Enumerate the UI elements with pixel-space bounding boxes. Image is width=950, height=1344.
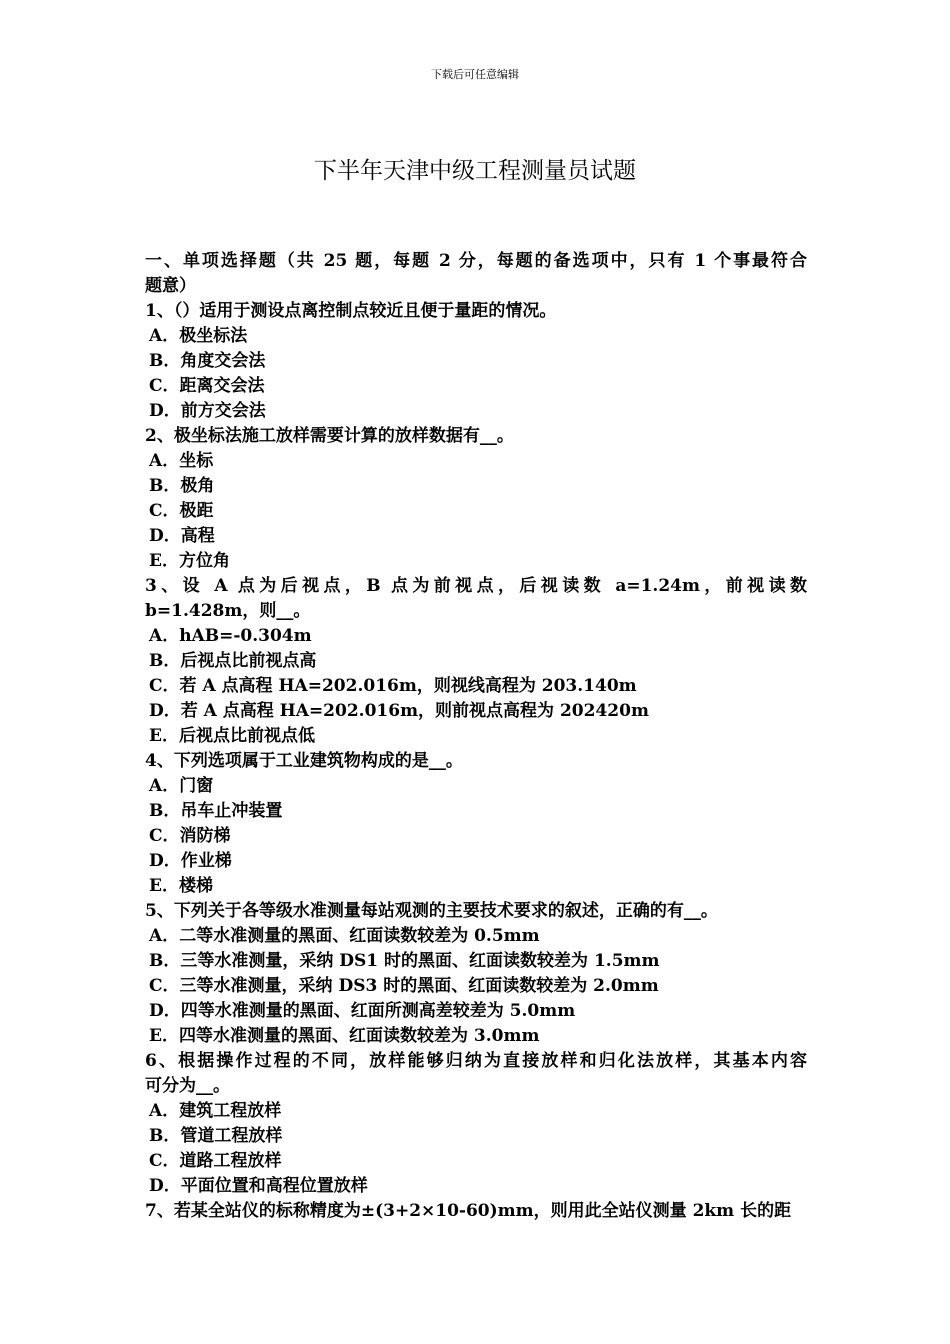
answer-option: B．吊车止冲装置 bbox=[149, 801, 283, 821]
question-stem: 3、设 A 点为后视点，B 点为前视点，后视读数 a=1.24m，前视读数 bbox=[145, 576, 807, 596]
question-stem: 1、（）适用于测设点离控制点较近且便于量距的情况。 bbox=[145, 301, 557, 321]
answer-option: E．楼梯 bbox=[149, 876, 213, 896]
answer-option: D．平面位置和高程位置放样 bbox=[149, 1176, 368, 1196]
question-item bbox=[145, 299, 807, 424]
answer-option: B．后视点比前视点高 bbox=[149, 651, 317, 671]
section-heading: 一、单项选择题（共 25 题，每题 2 分，每题的备选项中，只有 1 个事最符合 bbox=[145, 251, 807, 271]
answer-option: C．极距 bbox=[149, 501, 214, 521]
question-stem: 2、极坐标法施工放样需要计算的放样数据有__。 bbox=[145, 426, 514, 446]
answer-option: C．距离交会法 bbox=[149, 376, 265, 396]
section-heading-continued: 题意） bbox=[145, 276, 196, 296]
answer-option: E．后视点比前视点低 bbox=[149, 726, 315, 746]
answer-option: A．建筑工程放样 bbox=[149, 1101, 282, 1121]
question-item bbox=[145, 749, 807, 899]
answer-option: D．前方交会法 bbox=[149, 401, 266, 421]
answer-option: B．角度交会法 bbox=[149, 351, 266, 371]
answer-option: C．若 A 点高程 HA=202.016m，则视线高程为 203.140m bbox=[149, 676, 637, 696]
question-item bbox=[145, 424, 807, 574]
answer-option: B．极角 bbox=[149, 476, 215, 496]
answer-option: D．若 A 点高程 HA=202.016m，则前视点高程为 202420m bbox=[149, 701, 649, 721]
question-stem: 6、根据操作过程的不同，放样能够归纳为直接放样和归化法放样，其基本内容 bbox=[145, 1051, 807, 1071]
answer-option: C．道路工程放样 bbox=[149, 1151, 282, 1171]
answer-option: B．管道工程放样 bbox=[149, 1126, 283, 1146]
answer-option: D．作业梯 bbox=[149, 851, 232, 871]
question-item bbox=[145, 899, 807, 1049]
exam-content bbox=[145, 249, 807, 1224]
answer-option: C．三等水准测量，采纳 DS3 时的黑面、红面读数较差为 2.0mm bbox=[149, 976, 659, 996]
answer-option: A．hAB=-0.304m bbox=[149, 626, 312, 646]
answer-option: A．极坐标法 bbox=[149, 326, 248, 346]
question-item bbox=[145, 1049, 807, 1199]
question-stem: 可分为__。 bbox=[145, 1076, 230, 1096]
question-stem: b=1.428m，则__。 bbox=[145, 601, 311, 621]
answer-option: A．坐标 bbox=[149, 451, 214, 471]
page-title: 下半年天津中级工程测量员试题 bbox=[314, 158, 636, 184]
answer-option: D．四等水准测量的黑面、红面所测高差较差为 5.0mm bbox=[149, 1001, 576, 1021]
answer-option: E．四等水准测量的黑面、红面读数较差为 3.0mm bbox=[149, 1026, 540, 1046]
answer-option: D．高程 bbox=[149, 526, 215, 546]
answer-option: C．消防梯 bbox=[149, 826, 231, 846]
answer-option: B．三等水准测量，采纳 DS1 时的黑面、红面读数较差为 1.5mm bbox=[149, 951, 660, 971]
question-stem: 7、若某全站仪的标称精度为±(3+2×10-60)mm，则用此全站仪测量 2km 长的距 bbox=[145, 1201, 792, 1221]
answer-option: E．方位角 bbox=[149, 551, 230, 571]
question-list bbox=[145, 299, 807, 1224]
question-item bbox=[145, 574, 807, 749]
header-note: 下载后可任意编辑 bbox=[431, 68, 519, 81]
question-stem: 4、下列选项属于工业建筑物构成的是__。 bbox=[145, 751, 463, 771]
answer-option: A．门窗 bbox=[149, 776, 214, 796]
question-item bbox=[145, 1199, 807, 1224]
question-stem: 5、下列关于各等级水准测量每站观测的主要技术要求的叙述，正确的有__。 bbox=[145, 901, 718, 921]
answer-option: A．二等水准测量的黑面、红面读数较差为 0.5mm bbox=[149, 926, 540, 946]
